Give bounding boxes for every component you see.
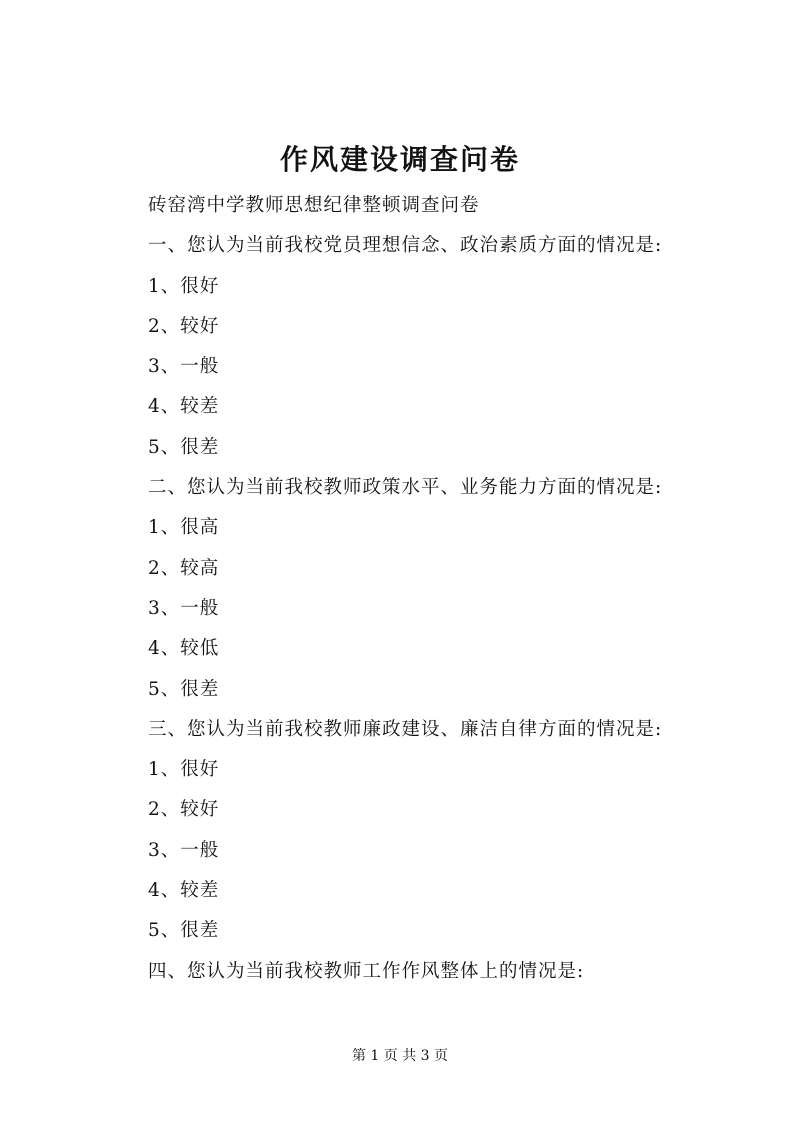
question-1: 一、您认为当前我校党员理想信念、政治素质方面的情况是: (148, 235, 663, 257)
question-3: 三、您认为当前我校教师廉政建设、廉洁自律方面的情况是: (148, 718, 663, 740)
q1-option-1: 1、很好 (148, 275, 220, 297)
q3-option-5: 5、很差 (148, 920, 220, 942)
q1-option-4: 4、较差 (148, 396, 220, 418)
q3-option-4: 4、较差 (148, 880, 220, 902)
q2-option-2: 2、较高 (148, 557, 220, 579)
q1-option-3: 3、一般 (148, 356, 220, 378)
subtitle-line: 砖窑湾中学教师思想纪律整顿调查问卷 (148, 195, 480, 216)
q2-option-3: 3、一般 (148, 597, 220, 619)
q3-option-3: 3、一般 (148, 839, 220, 861)
question-4: 四、您认为当前我校教师工作作风整体上的情况是: (148, 960, 585, 982)
q3-option-1: 1、很好 (148, 759, 220, 781)
q2-option-1: 1、很高 (148, 517, 220, 539)
q1-option-2: 2、较好 (148, 315, 220, 337)
document-body (148, 186, 708, 992)
question-2: 二、您认为当前我校教师政策水平、业务能力方面的情况是: (148, 477, 663, 499)
q2-option-5: 5、很差 (148, 678, 220, 700)
q3-option-2: 2、较好 (148, 799, 220, 821)
document-title: 作风建设调查问卷 (279, 143, 520, 176)
q1-option-5: 5、很差 (148, 436, 220, 458)
q2-option-4: 4、较低 (148, 638, 220, 660)
page-number-footer: 第 1 页 共 3 页 (351, 1048, 449, 1064)
